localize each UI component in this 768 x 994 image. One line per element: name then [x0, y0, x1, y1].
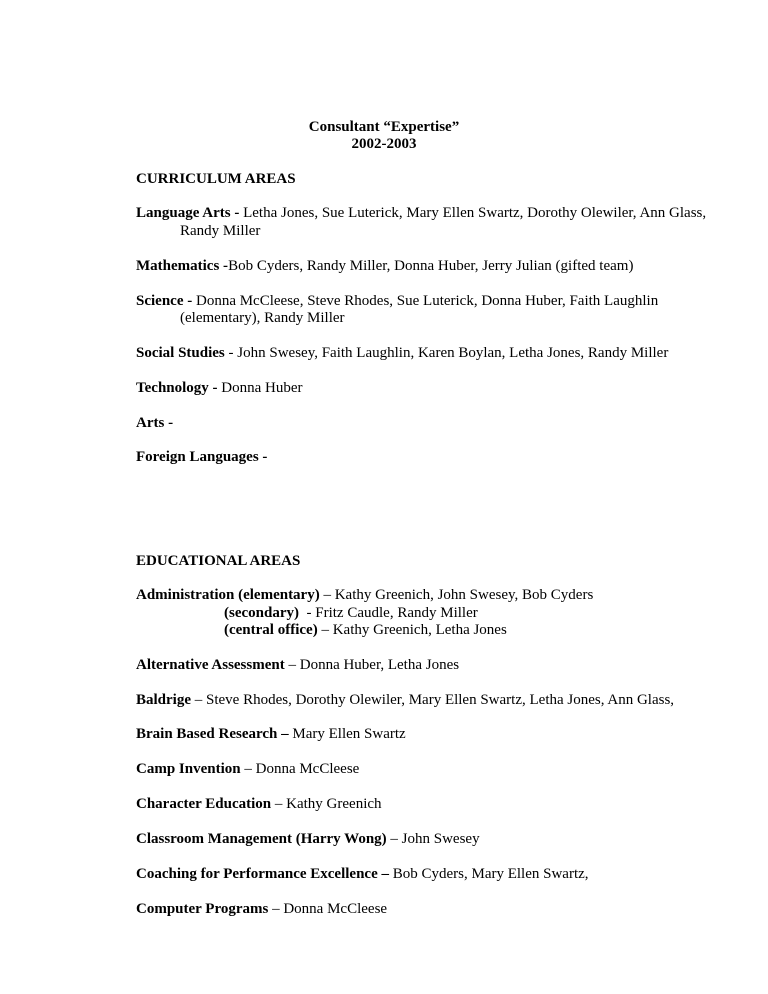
- entry-names: Bob Cyders, Mary Ellen Swartz,: [388, 866, 589, 883]
- entry-label: Technology -: [136, 379, 222, 396]
- entry-label: Language Arts -: [136, 205, 244, 222]
- entry-names: – Donna Huber, Letha Jones: [284, 656, 460, 673]
- entry-names: Letha Jones, Sue Luterick, Mary Ellen Swartz, Dorothy Olewiler, Ann Glass, Randy Miller: [180, 205, 707, 239]
- entry-label: Character Education: [136, 796, 272, 813]
- entry-names: Mary Ellen Swartz: [288, 726, 406, 743]
- list-item: [136, 761, 736, 778]
- entry-label: Alternative Assessment: [136, 656, 285, 673]
- document-title: Consultant “Expertise”: [308, 119, 460, 135]
- entry-administration: Administration (elementary) – Kathy Greenich, John Swesey, Bob Cyders (secondary) - Fritz Caudle, Randy Miller (central office) – Kathy Greenich, Letha Jones: [136, 587, 736, 639]
- entry-names: - John Swesey, Faith Laughlin, Karen Boylan, Letha Jones, Randy Miller: [224, 344, 669, 361]
- entry-label: Arts -: [136, 414, 174, 431]
- entry-label: Science -: [136, 292, 196, 309]
- entry-label: Computer Programs: [136, 900, 269, 917]
- entry-names: Donna McCleese, Steve Rhodes, Sue Luterick, Donna Huber, Faith Laughlin (elementary), Randy Miller: [180, 292, 659, 326]
- entry-label: Mathematics -: [136, 257, 229, 274]
- curriculum-list: [136, 205, 736, 466]
- entry-names: – Kathy Greenich: [271, 796, 382, 813]
- list-item: [136, 831, 736, 848]
- entry-names: – Donna McCleese: [240, 761, 360, 778]
- admin-central: (central office) – Kathy Greenich, Letha Jones: [224, 621, 507, 638]
- admin-secondary: (secondary) - Fritz Caudle, Randy Miller: [224, 604, 478, 621]
- list-item: [136, 796, 736, 813]
- list-item: [136, 901, 736, 918]
- entry-label: Classroom Management (Harry Wong): [136, 831, 387, 848]
- list-item: [136, 692, 736, 709]
- entry-names: Donna Huber: [221, 379, 303, 396]
- educational-heading: EDUCATIONAL AREAS: [136, 552, 301, 569]
- educational-list: [136, 657, 736, 919]
- list-item: [136, 258, 736, 275]
- entry-names: – John Swesey: [386, 831, 480, 848]
- entry-names: Bob Cyders, Randy Miller, Donna Huber, Jerry Julian (gifted team): [228, 257, 634, 274]
- entry-names: – Steve Rhodes, Dorothy Olewiler, Mary Ellen Swartz, Letha Jones, Ann Glass,: [191, 691, 675, 708]
- document-year: 2002-2003: [351, 136, 417, 153]
- entry-label: Social Studies: [136, 344, 225, 361]
- list-item: [136, 657, 736, 674]
- list-item: [136, 866, 736, 883]
- entry-names: – Donna McCleese: [268, 900, 388, 917]
- list-item: [136, 415, 736, 432]
- entry-label: Baldrige: [136, 691, 191, 708]
- document-page: [136, 119, 736, 936]
- curriculum-heading: CURRICULUM AREAS: [136, 170, 296, 187]
- list-item: [136, 449, 736, 466]
- entry-label: Camp Invention: [136, 761, 241, 778]
- entry-label: Brain Based Research –: [136, 726, 289, 743]
- list-item: [136, 726, 736, 743]
- entry-label: Coaching for Performance Excellence –: [136, 866, 389, 883]
- list-item: [136, 205, 736, 240]
- list-item: [136, 345, 736, 362]
- entry-label: Foreign Languages -: [136, 449, 268, 466]
- list-item: [136, 293, 736, 328]
- list-item: [136, 380, 736, 397]
